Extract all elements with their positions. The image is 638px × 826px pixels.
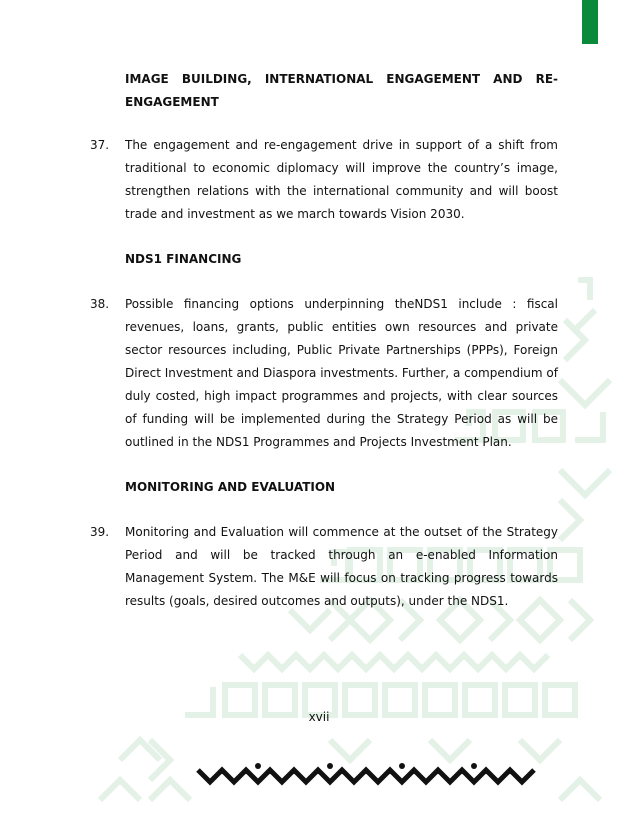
section-heading-monitoring-evaluation: MONITORING AND EVALUATION [125,480,336,494]
page-number: xvii [308,710,330,724]
paragraph-text: The engagement and re-engagement drive in support of a shift from traditional to economic diplomacy will improve the country’s image, strengthen relations with the international community and will boost trade and investment as we march towards Vision 2030. [125,138,558,221]
paragraph-39 [90,521,558,613]
paragraph-number: 37. [90,138,110,152]
main-content [90,68,558,613]
section-heading-image-building-cont: ENGAGEMENT [125,95,219,109]
paragraph-37 [90,134,558,226]
paragraph-number: 39. [90,525,110,539]
paragraph-text: Monitoring and Evaluation will commence at the outset of the Strategy Period and will be tracked through an e-enabled Information Management System. The M&E will focus on tracking progress towards results (goals, desired outcomes and outputs), under the NDS1. [125,525,558,608]
paragraph-38 [90,293,558,454]
section-heading-nds1-financing: NDS1 FINANCING [125,252,242,266]
paragraph-text: Possible financing options underpinning theNDS1 include : fiscal revenues, loans, grants, public entities own resources and private sector resources including, Public Private Partnerships (PPPs), Foreign Direct Investment and Diaspora investments. Further, a compendium of duly costed, high impact programmes and projects, with clear sources of funding will be implemented during the Strategy Period as will be outlined in the NDS1 Programmes and Projects Investment Plan. [125,297,558,449]
paragraph-number: 38. [90,297,110,311]
section-heading-image-building: IMAGE BUILDING, INTERNATIONAL ENGAGEMENT AND RE- [125,72,558,86]
